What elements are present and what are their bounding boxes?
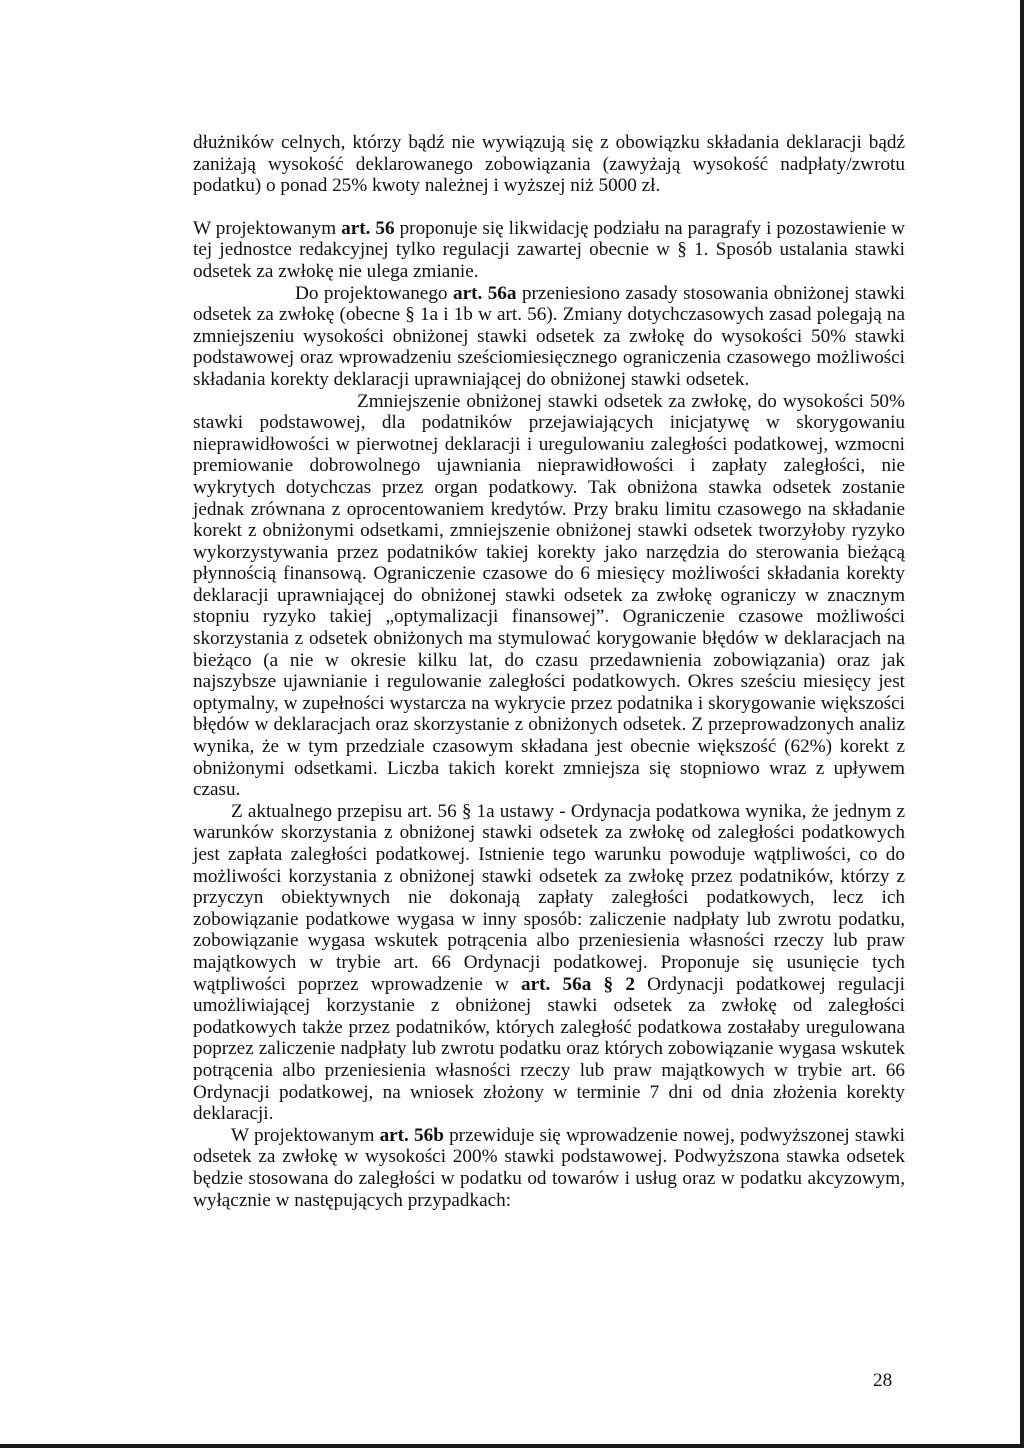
paragraph-6 — [193, 1125, 905, 1211]
paragraph-5 — [193, 801, 905, 1125]
paragraph-text: Do projektowanego — [295, 282, 453, 304]
paragraph-text: przewiduje się wprowadzenie nowej, podwyższonej stawki odsetek za zwłokę w wysokości 200% stawki podstawowej. Podwyższona stawka odsetek będzie stosowana do zaległości w podatku od towarów i usług oraz w podatku akcyzowym, wyłącznie w następujących przypadkach: — [193, 1124, 905, 1211]
paragraph-text: W projektowanym — [193, 217, 342, 239]
article-reference: art. 56 — [341, 217, 395, 239]
paragraph-4 — [193, 391, 905, 801]
article-reference: art. 56b — [379, 1124, 444, 1146]
paragraph-text: Zmniejszenie obniżonej stawki odsetek za zwłokę, do wysokości 50% stawki podstawowej, dla podatników przejawiających inicjatywę w skorygowaniu nieprawidłowości w pierwotnej deklaracji i uregulowaniu zaległości podatkowej, wzmocni premiowanie dobrowolnego ujawniania nieprawidłowości i zapłaty zaległości, nie wykrytych dotychczas przez organ podatkowy. Tak obniżona stawka odsetek zostanie jednak zrównana z oprocentowaniem kredytów. Przy braku limitu czasowego na składanie korekt z obniżonymi odsetkami, zmniejszenie obniżonej stawki odsetek tworzyłoby ryzyko wykorzystywania przez podatników takiej korekty jako narzędzia do sterowania bieżącą płynnością finansową. Ograniczenie czasowe do 6 miesięcy możliwości składania korekty deklaracji uprawniającej do obniżonej stawki odsetek za zwłokę ograniczy w znacznym stopniu ryzyko takiej „optymalizacji finansowej”. Ograniczenie czasowe możliwości skorzystania z odsetek obniżonych ma stymulować korygowanie błędów w deklaracjach na bieżąco (a nie w okresie kilku lat, do czasu przedawnienia zobowiązania) oraz jak najszybsze ujawnianie i regulowanie zaległości podatkowych. Okres sześciu miesięcy jest optymalny, w zupełności wystarcza na wykrycie przez podatnika i skorygowanie większości błędów w deklaracjach oraz skorzystanie z obniżonych odsetek. Z przeprowadzonych analiz wynika, że w tym przedziale czasowym składana jest obecnie większość (62%) korekt z obniżonymi odsetkami. Liczba takich korekt zmniejsza się stopniowo wraz z upływem czasu. — [193, 390, 905, 801]
paragraph-3 — [193, 283, 905, 391]
paragraph-text: W projektowanym — [231, 1124, 380, 1146]
paragraph-text: przeniesiono zasady stosowania obniżonej stawki odsetek za zwłokę (obecne § 1a i 1b w art. 56). Zmiany dotychczasowych zasad polegają na zmniejszeniu wysokości obniżonej stawki odsetek za zwłokę do wysokości 50% stawki podstawowej oraz wprowadzeniu sześciomiesięcznego ograniczenia czasowego możliwości składania korekty deklaracji uprawniającej do obniżonej stawki odsetek. — [193, 282, 906, 390]
article-reference: art. 56a § 2 — [521, 973, 635, 995]
paragraph-text: Z aktualnego przepisu art. 56 § 1a ustawy - Ordynacja podatkowa wynika, że jednym z warunków skorzystania z obniżonej stawki odsetek za zwłokę od zaległości podatkowych jest zapłata zaległości podatkowej. Istnienie tego warunku powoduje wątpliwości, co do możliwości korzystania z obniżonej stawki odsetek za zwłokę przez podatników, którzy z przyczyn obiektywnych nie dokonają zapłaty zaległości podatkowych, lecz ich zobowiązanie podatkowe wygasa w inny sposób: zaliczenie nadpłaty lub zwrotu podatku, zobowiązanie wygasa wskutek potrącenia albo przeniesienia własności rzeczy lub praw majątkowych w trybie art. 66 Ordynacji podatkowej. Proponuje się usunięcie tych wątpliwości poprzez wprowadzenie w — [193, 800, 905, 995]
page-number: 28 — [873, 1370, 893, 1391]
paragraph-2 — [193, 218, 905, 283]
paragraph-text: Ordynacji podatkowej regulacji umożliwiającej korzystanie z obniżonej stawki odsetek za zwłokę od zaległości podatkowych także przez podatników, których zaległość podatkowa zostałaby uregulowana poprzez zaliczenie nadpłaty lub zwrotu podatku oraz których zobowiązanie wygasa wskutek potrącenia albo przeniesienia własności rzeczy lub praw majątkowych w trybie art. 66 Ordynacji podatkowej, na wniosek złożony w terminie 7 dni od dnia złożenia korekty deklaracji. — [193, 973, 905, 1125]
article-reference: art. 56a — [452, 282, 517, 304]
paragraph-text: proponuje się likwidację podziału na paragrafy i pozostawienie w tej jednostce redakcyjnej tylko regulacji zawartej obecnie w § 1. Sposób ustalania stawki odsetek za zwłokę nie ulega zmianie. — [193, 217, 906, 282]
paragraph-1 — [193, 132, 905, 197]
document-body — [193, 132, 905, 1211]
paragraph-text: dłużników celnych, którzy bądź nie wywiązują się z obowiązku składania deklaracji bądź zaniżają wysokość deklarowanego zobowiązania (zawyżają wysokość nadpłaty/zwrotu podatku) o ponad 25% kwoty należnej i wyższej niż 5000 zł. — [193, 132, 905, 197]
